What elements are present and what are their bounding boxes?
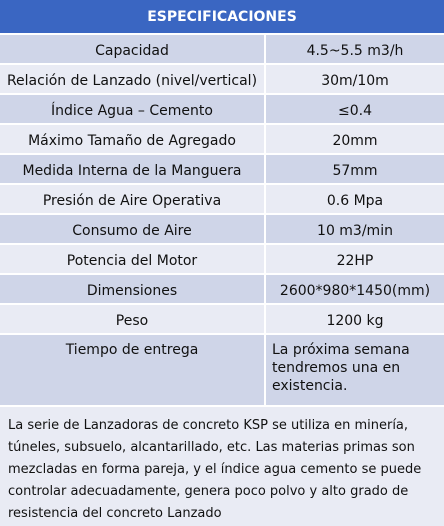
spec-label: Máximo Tamaño de Agregado (0, 125, 266, 153)
table-row (0, 245, 444, 275)
spec-label: Relación de Lanzado (nivel/vertical) (0, 65, 266, 93)
spec-value: 1200 kg (326, 312, 384, 329)
spec-value: 0.6 Mpa (326, 192, 384, 209)
spec-label: Capacidad (0, 35, 266, 63)
table-row (0, 155, 444, 185)
table-row (0, 185, 444, 215)
table-row (0, 125, 444, 155)
spec-label: Dimensiones (0, 275, 266, 303)
spec-label: Medida Interna de la Manguera (0, 155, 266, 183)
description-paragraph: La serie de Lanzadoras de concreto KSP se utiliza en minería, túneles, subsuelo, alcantarillado, etc. Las materias primas son mezcladas en forma pareja, y el índice agua cemento se puede controlar adecuadamente, genera poco polvo y alto grado de resistencia del concreto Lanzado (0, 407, 444, 526)
spec-value: 57mm (332, 162, 378, 179)
spec-label: Consumo de Aire (0, 215, 266, 243)
spec-label: Potencia del Motor (0, 245, 266, 273)
spec-value: 30m/10m (321, 72, 389, 89)
table-row (0, 335, 444, 405)
table-row (0, 305, 444, 335)
spec-value: 20mm (332, 132, 378, 149)
table-row (0, 65, 444, 95)
table-row (0, 35, 444, 65)
spec-label: Índice Agua – Cemento (0, 95, 266, 123)
spec-label: Presión de Aire Operativa (0, 185, 266, 213)
spec-value: La próxima semana tendremos una en existencia. (272, 342, 410, 394)
spec-value: ≤0.4 (338, 102, 372, 119)
spec-value: 2600*980*1450(mm) (279, 282, 431, 299)
table-row (0, 215, 444, 245)
table-row (0, 275, 444, 305)
spec-value: 10 m3/min (317, 222, 393, 239)
spec-value: 4.5~5.5 m3/h (306, 42, 404, 59)
specifications-header: ESPECIFICACIONES (0, 0, 444, 35)
spec-label: Tiempo de entrega (0, 335, 266, 405)
spec-label: Peso (0, 305, 266, 333)
spec-value: 22HP (336, 252, 374, 269)
table-row (0, 95, 444, 125)
specifications-table (0, 35, 444, 405)
